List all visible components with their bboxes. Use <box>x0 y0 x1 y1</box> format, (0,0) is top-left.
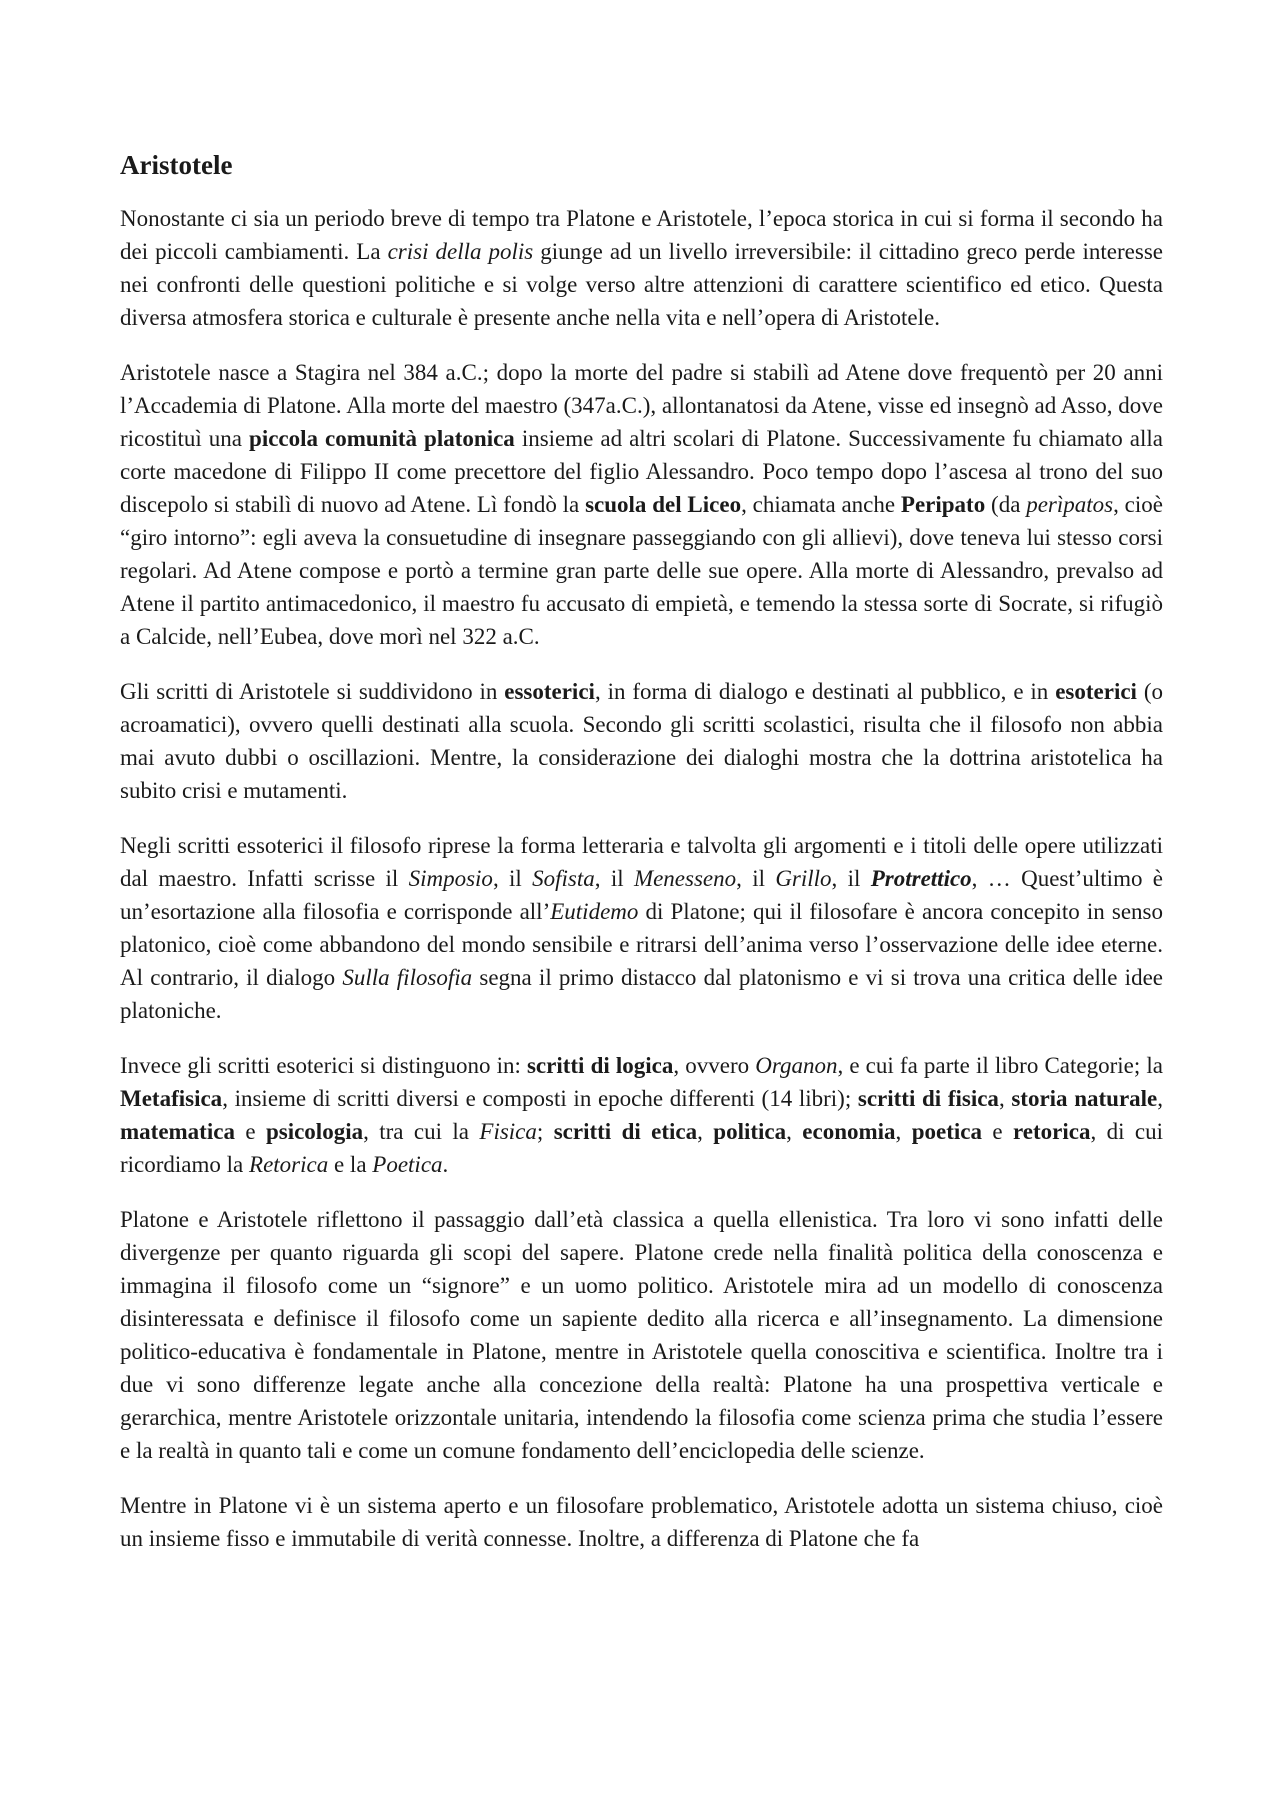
text-run: , chiamata anche <box>741 492 901 517</box>
paragraph <box>120 202 1163 334</box>
italic-term: Poetica <box>372 1152 443 1177</box>
text-run: Gli scritti di Aristotele si suddividono in <box>120 679 505 704</box>
text-run: , ovvero <box>673 1053 756 1078</box>
bold-term: psicologia <box>265 1119 364 1144</box>
text-run: , il <box>594 866 634 891</box>
italic-term: Grillo <box>775 866 832 891</box>
bold-term: economia <box>802 1119 896 1144</box>
text-run: Invece gli scritti esoterici si distinguono in: <box>120 1053 527 1078</box>
text-run: , <box>786 1119 803 1144</box>
text-run: e <box>981 1119 1013 1144</box>
paragraph <box>120 356 1163 653</box>
bold-term: piccola comunità platonica <box>249 426 515 451</box>
text-run: , e cui fa parte il libro Categorie; la <box>837 1053 1163 1078</box>
text-run: Negli scritti essoterici il filosofo riprese la forma letteraria e talvolta gli argomenti e i titoli delle opere utilizzati dal maestro. Infatti scrisse il <box>120 833 1163 891</box>
text-run: , <box>895 1119 912 1144</box>
text-run: . <box>442 1152 449 1177</box>
bold-term: Protrettico <box>870 866 972 891</box>
bold-term: scritti di logica <box>526 1053 674 1078</box>
text-run: , cioè “giro intorno”: egli aveva la consuetudine di insegnare passeggiando con gli allievi), dove teneva lui stesso corsi regolari. Ad Atene compose e portò a termine gran parte delle sue opere. Alla morte di Alessandro, prevalso ad Atene il partito antimacedonico, il maestro fu accusato di empietà, e temendo la stessa sorte di Socrate, si rifugiò a Calcide, nell’Eubea, dove morì nel 322 a.C. <box>120 492 1163 649</box>
text-run: e la <box>328 1152 373 1177</box>
text-run: (da <box>985 492 1027 517</box>
paragraph <box>120 829 1163 1027</box>
bold-term: retorica <box>1012 1119 1091 1144</box>
text-run: , … Quest’ultimo è un’esortazione alla filosofia e corrisponde all’ <box>120 866 1163 924</box>
bold-term: essoterici <box>504 679 595 704</box>
text-run: Mentre in Platone vi è un sistema aperto e un filosofare problematico, Aristotele adotta un sistema chiuso, cioè un insieme fisso e immutabile di verità connesse. Inoltre, a differenza di Platone che fa <box>120 1493 1163 1551</box>
italic-term: Eutidemo <box>550 899 639 924</box>
bold-term: esoterici <box>1055 679 1137 704</box>
text-run: (o acroamatici), ovvero quelli destinati alla scuola. Secondo gli scritti scolastici, risulta che il filosofo non abbia mai avuto dubbi o oscillazioni. Mentre, la considerazione dei dialoghi mostra che la dottrina aristotelica ha subito crisi e mutamenti. <box>120 679 1163 803</box>
italic-term: Fisica <box>479 1119 537 1144</box>
italic-term: crisi della polis <box>387 239 534 264</box>
bold-term: poetica <box>911 1119 982 1144</box>
bold-term: scritti di fisica <box>857 1086 999 1111</box>
text-run: , il <box>736 866 776 891</box>
document-body <box>120 202 1163 1555</box>
text-run: , tra cui la <box>363 1119 480 1144</box>
text-run: , <box>697 1119 714 1144</box>
italic-term: Retorica <box>249 1152 329 1177</box>
italic-term: Sofista <box>532 866 595 891</box>
document-page <box>120 148 1163 1577</box>
text-run: segna il primo distacco dal platonismo e vi si trova una critica delle idee platoniche. <box>120 965 1163 1023</box>
text-run: , il <box>831 866 871 891</box>
italic-term: Simposio <box>408 866 493 891</box>
bold-term: Metafisica <box>120 1086 223 1111</box>
text-run: di Platone; qui il filosofare è ancora concepito in senso platonico, cioè come abbandono del mondo sensibile e ritrarsi dell’anima verso l’osservazione delle idee eterne. Al contrario, il dialogo <box>120 899 1163 990</box>
document-title: Aristotele <box>120 150 233 180</box>
bold-term: Peripato <box>900 492 986 517</box>
text-run: , in forma di dialogo e destinati al pubblico, e in <box>594 679 1056 704</box>
bold-term: matematica <box>120 1119 235 1144</box>
italic-term: Sulla filosofia <box>342 965 473 990</box>
italic-term: perìpatos <box>1026 492 1114 517</box>
text-run: , <box>998 1086 1012 1111</box>
italic-term: Menesseno <box>633 866 737 891</box>
paragraph <box>120 675 1163 807</box>
text-run: e <box>234 1119 266 1144</box>
paragraph <box>120 1203 1163 1467</box>
text-run: ; <box>536 1119 554 1144</box>
text-run: , di cui ricordiamo la <box>120 1119 1163 1177</box>
bold-term: storia naturale <box>1011 1086 1158 1111</box>
paragraph <box>120 1049 1163 1181</box>
text-run: giunge ad un livello irreversibile: il cittadino greco perde interesse nei confronti delle questioni politiche e si volge verso altre attenzioni di carattere scientifico ed etico. Questa diversa atmosfera storica e culturale è presente anche nella vita e nell’opera di Aristotele. <box>120 239 1163 330</box>
text-run: Nonostante ci sia un periodo breve di tempo tra Platone e Aristotele, l’epoca storica in cui si forma il secondo ha dei piccoli cambiamenti. La <box>120 206 1163 264</box>
text-run: , il <box>492 866 533 891</box>
italic-term: Organon <box>755 1053 838 1078</box>
text-run: insieme ad altri scolari di Platone. Successivamente fu chiamato alla corte macedone di Filippo II come precettore del figlio Alessandro. Poco tempo dopo l’ascesa al trono del suo discepolo si stabilì di nuovo ad Atene. Lì fondò la <box>120 426 1163 517</box>
bold-term: scuola del Liceo <box>585 492 742 517</box>
text-run: , insieme di scritti diversi e composti in epoche differenti (14 libri); <box>222 1086 858 1111</box>
paragraph <box>120 1489 1163 1555</box>
text-run: Platone e Aristotele riflettono il passaggio dall’età classica a quella ellenistica. Tra loro vi sono infatti delle divergenze per quanto riguarda gli scopi del sapere. Platone crede nella finalità politica della conoscenza e immagina il filosofo come un “signore” e un uomo politico. Aristotele mira ad un modello di conoscenza disinteressata e definisce il filosofo come un sapiente dedito alla ricerca e all’insegnamento. La dimensione politico-educativa è fondamentale in Platone, mentre in Aristotele quella conoscitiva e scientifica. Inoltre tra i due vi sono differenze legate anche alla concezione della realtà: Platone ha una prospettiva verticale e gerarchica, mentre Aristotele orizzontale unitaria, intendendo la filosofia come scienza prima che studia l’essere e la realtà in quanto tali e come un comune fondamento dell’enciclopedia delle scienze. <box>120 1207 1163 1463</box>
bold-term: scritti di etica <box>553 1119 698 1144</box>
text-run: Aristotele nasce a Stagira nel 384 a.C.; dopo la morte del padre si stabilì ad Atene dove frequentò per 20 anni l’Accademia di Platone. Alla morte del maestro (347a.C.), allontanatosi da Atene, visse ed insegnò ad Asso, dove ricostituì una <box>120 360 1163 451</box>
text-run: , <box>1157 1086 1164 1111</box>
bold-term: politica <box>713 1119 787 1144</box>
